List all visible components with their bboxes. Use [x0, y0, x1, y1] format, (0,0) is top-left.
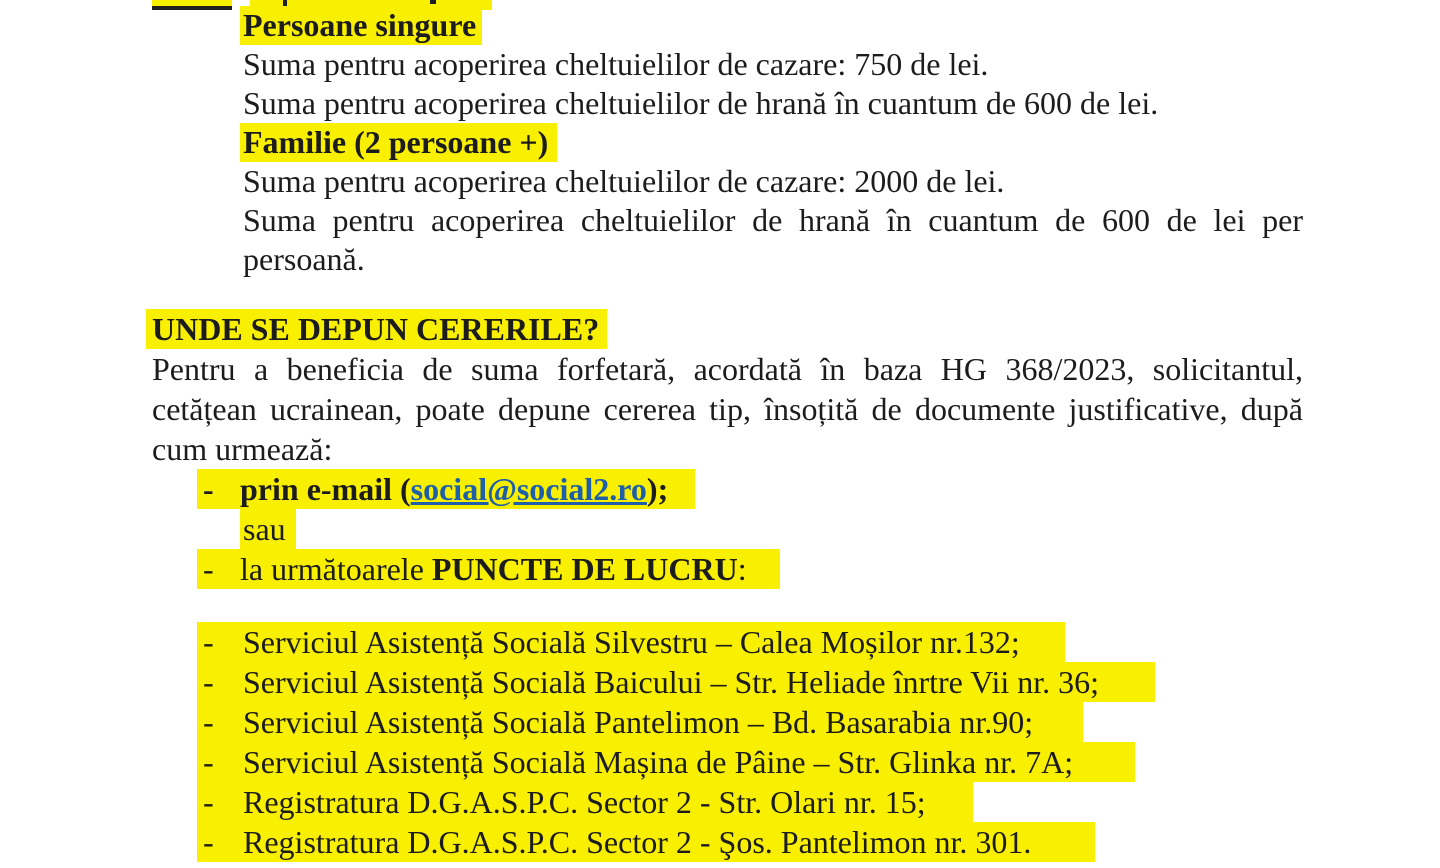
or-word-row: [240, 509, 296, 549]
heading-unde-se-depun: UNDE SE DEPUN CERERILE?: [146, 309, 607, 349]
bullet-dash: -: [203, 744, 214, 780]
cropped-letter-mark: [430, 0, 436, 4]
bullet-puncte-row: [197, 549, 780, 589]
benefit-line-cazare-2000: Suma pentru acoperirea cheltuielilor de cazare: 2000 de lei.: [243, 163, 1005, 199]
bullet-dash: -: [203, 624, 214, 660]
paragraph-line-3: cum urmează:: [152, 431, 333, 467]
heading-familie: Familie (2 persoane +): [240, 123, 557, 162]
location-row-baicului: [197, 662, 1155, 702]
cropped-underline-mark: [152, 6, 232, 10]
email-link[interactable]: social@social2.ro: [410, 471, 647, 507]
points-bold-label: PUNCTE DE LUCRU: [431, 551, 738, 587]
benefit-line-persoana: persoană.: [243, 241, 365, 277]
location-row-silvestru: [197, 622, 1065, 662]
location-row-masina-de-paine: [197, 742, 1135, 782]
points-prefix: la următoarele: [240, 551, 432, 587]
email-suffix: );: [646, 471, 669, 507]
cropped-line-fragment-left: [152, 0, 232, 10]
bullet-dash: -: [203, 704, 214, 740]
paragraph-line-1: Pentru a beneficia de suma forfetară, acordată în baza HG 368/2023, solicitantul,: [152, 351, 1303, 387]
location-text: Serviciul Asistență Socială Pantelimon – Bd. Basarabia nr.90;: [243, 704, 1034, 740]
or-word: sau: [243, 511, 286, 547]
location-row-pantelimon: [197, 702, 1083, 742]
bullet-dash: -: [203, 664, 214, 700]
points-suffix: :: [737, 551, 747, 587]
bullet-email-row: [197, 469, 695, 509]
location-row-sos-pantelimon: [197, 822, 1095, 862]
benefit-line-cazare-750: Suma pentru acoperirea cheltuielilor de cazare: 750 de lei.: [243, 46, 989, 82]
bullet-dash: -: [203, 471, 214, 507]
bullet-dash: -: [203, 824, 214, 860]
benefit-line-hrana-600: Suma pentru acoperirea cheltuielilor de hrană în cuantum de 600 de lei.: [243, 85, 1159, 121]
paragraph-line-2: cetățean ucrainean, poate depune cererea tip, însoțită de documente justificative, după: [152, 391, 1303, 427]
bullet-dash: -: [203, 551, 214, 587]
location-text: Registratura D.G.A.S.P.C. Sector 2 - Str. Olari nr. 15;: [243, 784, 926, 820]
location-text: Serviciul Asistență Socială Mașina de Pâine – Str. Glinka nr. 7A;: [243, 744, 1074, 780]
bullet-dash: -: [203, 784, 214, 820]
heading-persoane-singure: Persoane singure: [240, 6, 482, 45]
location-row-olari: [197, 782, 973, 822]
location-text: Serviciul Asistență Socială Silvestru – Calea Moșilor nr.132;: [243, 624, 1020, 660]
location-text: Registratura D.G.A.S.P.C. Sector 2 - Şos. Pantelimon nr. 301.: [243, 824, 1032, 860]
location-text: Serviciul Asistență Socială Baicului – Str. Heliade înrtre Vii nr. 36;: [243, 664, 1100, 700]
email-prefix: prin e-mail (: [240, 471, 411, 507]
benefit-line-hrana-per: Suma pentru acoperirea cheltuielilor de hrană în cuantum de 600 de lei per: [243, 202, 1303, 238]
